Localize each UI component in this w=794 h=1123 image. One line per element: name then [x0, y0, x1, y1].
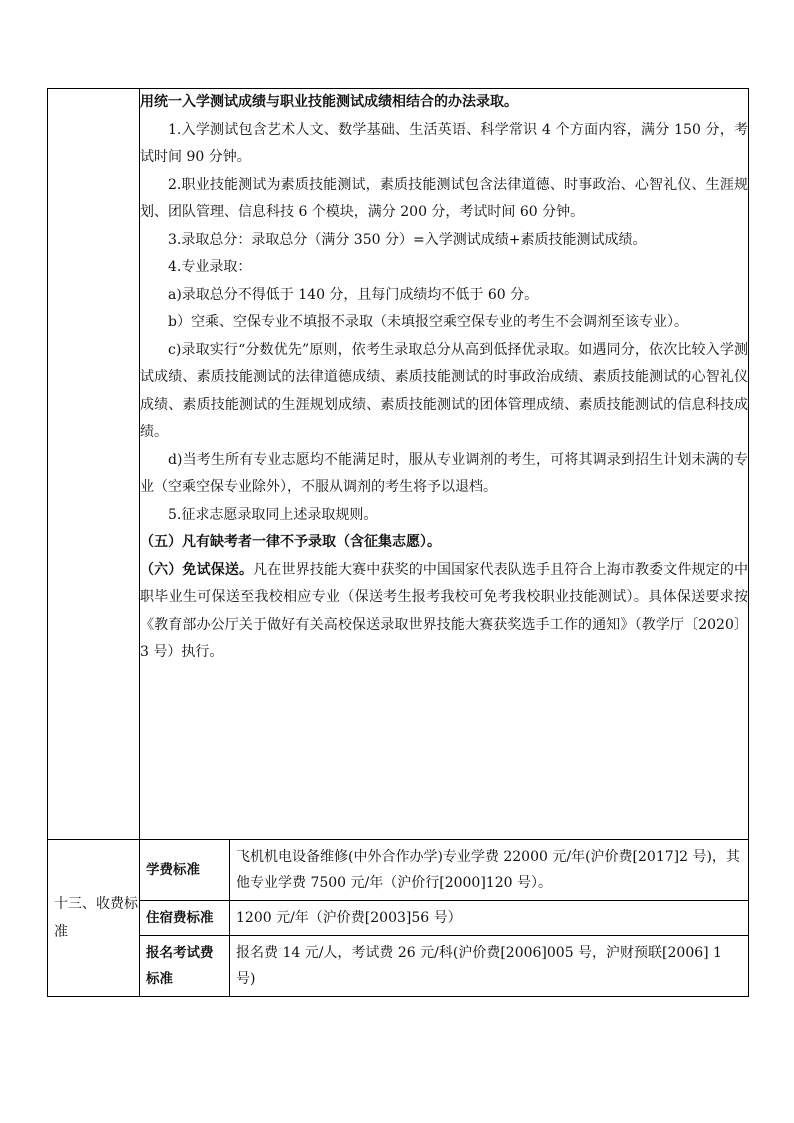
rule-absence: （五）凡有缺考者一律不予录取（含征集志愿）。 [140, 534, 441, 550]
rule-b: b）空乘、空保专业不填报不录取（未填报空乘空保专业的考生不会调剂至该专业）。 [168, 314, 688, 330]
fees-section-label: 十三、收费标准 [48, 840, 140, 997]
rule-intro: 用统一入学测试成绩与职业技能测试成绩相结合的办法录取。 [140, 94, 518, 110]
rule-exemption-title: （六）免试保送。 [140, 561, 254, 578]
admission-rules-row [48, 89, 749, 840]
fee-value-tuition: 飞机机电设备维修(中外合作办学)专业学费 22000 元/年(沪价费[2017]2 号)，其他专业学费 7500 元/年（沪价行[2000]120 号）。 [230, 840, 749, 901]
fee-row-exam [48, 936, 749, 997]
rule-5: 5.征求志愿录取同上述录取规则。 [168, 506, 378, 523]
info-table [47, 88, 749, 997]
rule-entrance-test: 1.入学测试包含艺术人文、数学基础、生活英语、科学常识 4 个方面内容，满分 150 分，考试时间 90 分钟。 [140, 121, 748, 165]
fee-row-tuition [48, 840, 749, 901]
rule-c: c)录取实行“分数优先”原则，依考生录取总分从高到低择优录取。如遇同分，依次比较入学测试成绩、素质技能测试的法律道德成绩、素质技能测试的时事政治成绩、素质技能测试的心智礼仪成绩、素质技能测试的生涯规划成绩、素质技能测试的团体管理成绩、素质技能测试的信息科技成绩。 [140, 341, 748, 440]
fee-label-tuition: 学费标准 [140, 840, 230, 901]
fee-value-exam: 报名费 14 元/人，考试费 26 元/科(沪价费[2006]005 号，沪财预联[2006] 1 号) [230, 936, 749, 997]
fee-label-dorm: 住宿费标准 [140, 901, 230, 936]
fee-value-dorm: 1200 元/年（沪价费[2003]56 号） [230, 901, 749, 936]
admission-rules-content [140, 89, 749, 840]
rule-d: d)当考生所有专业志愿均不能满足时，服从专业调剂的考生，可将其调录到招生计划未满的专业（空乘空保专业除外），不服从调剂的考生将予以退档。 [140, 451, 748, 495]
rule-a: a)录取总分不得低于 140 分，且每门成绩均不低于 60 分。 [168, 286, 539, 303]
rule-exemption [140, 557, 748, 667]
rule-total-score: 3.录取总分：录取总分（满分 350 分）=入学测试成绩+素质技能测试成绩。 [168, 231, 647, 248]
fee-row-dorm [48, 901, 749, 936]
rule-major-admission: 4.专业录取： [168, 259, 252, 275]
fee-label-exam: 报名考试费标准 [140, 936, 230, 997]
empty-left-cell [48, 89, 140, 840]
rule-exemption-text: 凡在世界技能大赛中获奖的中国国家代表队选手且符合上海市教委文件规定的中职毕业生可保送至我校相应专业（保送考生报考我校可免考我校职业技能测试）。具体保送要求按《教育部办公厅关于做好有关高校保送录取世界技能大赛获奖选手工作的通知》（教学厅〔2020〕3 号）执行。 [140, 561, 749, 660]
rule-skill-test: 2.职业技能测试为素质技能测试，素质技能测试包含法律道德、时事政治、心智礼仪、生涯规划、团队管理、信息科技 6 个模块，满分 200 分，考试时间 60 分钟。 [140, 176, 748, 220]
